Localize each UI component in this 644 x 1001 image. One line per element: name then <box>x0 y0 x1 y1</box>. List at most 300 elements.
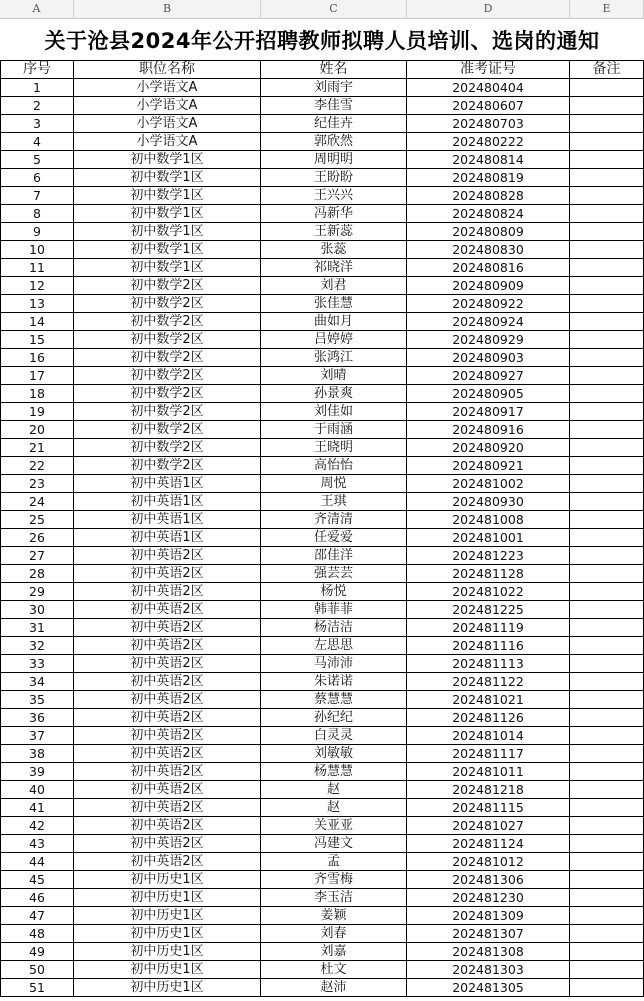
name-cell[interactable]: 杨慧慧 <box>261 763 407 781</box>
exam-id-cell[interactable]: 202481012 <box>407 853 570 871</box>
seq-cell[interactable]: 26 <box>0 529 74 547</box>
position-cell[interactable]: 初中数学2区 <box>74 367 261 385</box>
name-cell[interactable]: 王盼盼 <box>261 169 407 187</box>
name-cell[interactable]: 王晓明 <box>261 439 407 457</box>
exam-id-cell[interactable]: 202480920 <box>407 439 570 457</box>
name-cell[interactable]: 刘君 <box>261 277 407 295</box>
exam-id-cell[interactable]: 202481309 <box>407 907 570 925</box>
name-cell[interactable]: 杜文 <box>261 961 407 979</box>
exam-id-cell[interactable]: 202480924 <box>407 313 570 331</box>
table-row <box>0 907 644 925</box>
seq-cell[interactable]: 32 <box>0 637 74 655</box>
position-cell[interactable]: 初中数学2区 <box>74 457 261 475</box>
name-cell[interactable]: 王琪 <box>261 493 407 511</box>
exam-id-cell[interactable]: 202481022 <box>407 583 570 601</box>
name-cell[interactable]: 韩菲菲 <box>261 601 407 619</box>
exam-id-cell[interactable]: 202481218 <box>407 781 570 799</box>
remark-cell[interactable] <box>570 133 644 151</box>
remark-cell[interactable] <box>570 781 644 799</box>
name-cell[interactable]: 刘春 <box>261 925 407 943</box>
remark-cell[interactable] <box>570 961 644 979</box>
name-cell[interactable]: 左思思 <box>261 637 407 655</box>
exam-id-cell[interactable]: 202481119 <box>407 619 570 637</box>
position-cell[interactable]: 初中英语2区 <box>74 799 261 817</box>
remark-cell[interactable] <box>570 403 644 421</box>
exam-id-cell[interactable]: 202480916 <box>407 421 570 439</box>
position-cell[interactable]: 初中历史1区 <box>74 925 261 943</box>
remark-cell[interactable] <box>570 313 644 331</box>
name-cell[interactable]: 邵佳洋 <box>261 547 407 565</box>
exam-id-cell[interactable]: 202480828 <box>407 187 570 205</box>
name-cell[interactable]: 郭欣然 <box>261 133 407 151</box>
seq-cell[interactable]: 5 <box>0 151 74 169</box>
remark-cell[interactable] <box>570 385 644 403</box>
remark-cell[interactable] <box>570 601 644 619</box>
seq-cell[interactable]: 45 <box>0 871 74 889</box>
remark-cell[interactable] <box>570 79 644 97</box>
name-cell[interactable]: 杨洁洁 <box>261 619 407 637</box>
position-cell[interactable]: 初中英语2区 <box>74 547 261 565</box>
remark-cell[interactable] <box>570 115 644 133</box>
exam-id-cell[interactable]: 202480909 <box>407 277 570 295</box>
remark-cell[interactable] <box>570 97 644 115</box>
exam-id-cell[interactable]: 202481027 <box>407 817 570 835</box>
exam-id-cell[interactable]: 202480905 <box>407 385 570 403</box>
name-cell[interactable]: 刘敏敏 <box>261 745 407 763</box>
exam-id-cell[interactable]: 202481014 <box>407 727 570 745</box>
exam-id-cell[interactable]: 202481128 <box>407 565 570 583</box>
seq-cell[interactable]: 3 <box>0 115 74 133</box>
remark-cell[interactable] <box>570 925 644 943</box>
seq-cell[interactable]: 10 <box>0 241 74 259</box>
name-cell[interactable]: 齐雪梅 <box>261 871 407 889</box>
table-row <box>0 313 644 331</box>
remark-cell[interactable] <box>570 331 644 349</box>
remark-cell[interactable] <box>570 529 644 547</box>
seq-cell[interactable]: 36 <box>0 709 74 727</box>
column-letter-b[interactable]: B <box>74 0 261 18</box>
name-cell[interactable]: 姜颖 <box>261 907 407 925</box>
position-cell[interactable]: 初中数学2区 <box>74 421 261 439</box>
remark-cell[interactable] <box>570 565 644 583</box>
position-cell[interactable]: 初中英语2区 <box>74 637 261 655</box>
position-cell[interactable]: 初中英语2区 <box>74 601 261 619</box>
exam-id-cell[interactable]: 202480930 <box>407 493 570 511</box>
position-cell[interactable]: 初中数学2区 <box>74 385 261 403</box>
table-row <box>0 709 644 727</box>
table-row <box>0 169 644 187</box>
position-cell[interactable]: 小学语文A <box>74 97 261 115</box>
exam-id-cell[interactable]: 202481021 <box>407 691 570 709</box>
name-cell[interactable]: 张蕊 <box>261 241 407 259</box>
remark-cell[interactable] <box>570 169 644 187</box>
position-cell[interactable]: 初中数学2区 <box>74 295 261 313</box>
exam-id-cell[interactable]: 202481307 <box>407 925 570 943</box>
seq-cell[interactable]: 20 <box>0 421 74 439</box>
remark-cell[interactable] <box>570 691 644 709</box>
remark-cell[interactable] <box>570 349 644 367</box>
seq-cell[interactable]: 7 <box>0 187 74 205</box>
seq-cell[interactable]: 29 <box>0 583 74 601</box>
exam-id-cell[interactable]: 202480917 <box>407 403 570 421</box>
table-row <box>0 979 644 997</box>
name-cell[interactable]: 冯新华 <box>261 205 407 223</box>
seq-cell[interactable]: 17 <box>0 367 74 385</box>
remark-cell[interactable] <box>570 151 644 169</box>
table-row <box>0 637 644 655</box>
seq-cell[interactable]: 2 <box>0 97 74 115</box>
exam-id-cell[interactable]: 202480607 <box>407 97 570 115</box>
table-row <box>0 79 644 97</box>
seq-cell[interactable]: 24 <box>0 493 74 511</box>
name-cell[interactable]: 周明明 <box>261 151 407 169</box>
position-cell[interactable]: 初中数学1区 <box>74 187 261 205</box>
remark-cell[interactable] <box>570 889 644 907</box>
exam-id-cell[interactable]: 202481306 <box>407 871 570 889</box>
seq-cell[interactable]: 33 <box>0 655 74 673</box>
column-letter-d[interactable]: D <box>407 0 570 18</box>
remark-cell[interactable] <box>570 763 644 781</box>
position-cell[interactable]: 小学语文A <box>74 79 261 97</box>
remark-cell[interactable] <box>570 835 644 853</box>
name-cell[interactable]: 孙景爽 <box>261 385 407 403</box>
seq-cell[interactable]: 44 <box>0 853 74 871</box>
position-cell[interactable]: 初中历史1区 <box>74 871 261 889</box>
name-cell[interactable]: 曲如月 <box>261 313 407 331</box>
seq-cell[interactable]: 13 <box>0 295 74 313</box>
position-cell[interactable]: 初中数学1区 <box>74 169 261 187</box>
position-cell[interactable]: 初中历史1区 <box>74 979 261 997</box>
exam-id-cell[interactable]: 202481117 <box>407 745 570 763</box>
name-cell[interactable]: 赵 <box>261 781 407 799</box>
column-letter-e[interactable]: E <box>570 0 644 18</box>
table-row <box>0 835 644 853</box>
position-cell[interactable]: 初中英语2区 <box>74 565 261 583</box>
position-cell[interactable]: 初中英语2区 <box>74 619 261 637</box>
table-row <box>0 295 644 313</box>
table-row <box>0 277 644 295</box>
name-cell[interactable]: 王兴兴 <box>261 187 407 205</box>
position-cell[interactable]: 小学语文A <box>74 115 261 133</box>
position-cell[interactable]: 初中数学1区 <box>74 151 261 169</box>
position-cell[interactable]: 初中英语2区 <box>74 781 261 799</box>
exam-id-cell[interactable]: 202481230 <box>407 889 570 907</box>
header-cell-name[interactable]: 姓名 <box>261 61 407 79</box>
position-cell[interactable]: 初中数学1区 <box>74 205 261 223</box>
table-row <box>0 601 644 619</box>
position-cell[interactable]: 初中数学2区 <box>74 439 261 457</box>
exam-id-cell[interactable]: 202481008 <box>407 511 570 529</box>
seq-cell[interactable]: 4 <box>0 133 74 151</box>
position-cell[interactable]: 小学语文A <box>74 133 261 151</box>
table-row <box>0 457 644 475</box>
position-cell[interactable]: 初中数学2区 <box>74 313 261 331</box>
position-cell[interactable]: 初中英语1区 <box>74 529 261 547</box>
remark-cell[interactable] <box>570 457 644 475</box>
table-row <box>0 619 644 637</box>
table-row <box>0 889 644 907</box>
exam-id-cell[interactable]: 202480830 <box>407 241 570 259</box>
exam-id-cell[interactable]: 202481001 <box>407 529 570 547</box>
seq-cell[interactable]: 37 <box>0 727 74 745</box>
seq-cell[interactable]: 1 <box>0 79 74 97</box>
remark-cell[interactable] <box>570 421 644 439</box>
name-cell[interactable]: 于雨涵 <box>261 421 407 439</box>
seq-cell[interactable]: 18 <box>0 385 74 403</box>
seq-cell[interactable]: 38 <box>0 745 74 763</box>
seq-cell[interactable]: 15 <box>0 331 74 349</box>
remark-cell[interactable] <box>570 619 644 637</box>
exam-id-cell[interactable]: 202481223 <box>407 547 570 565</box>
name-cell[interactable]: 刘雨宇 <box>261 79 407 97</box>
remark-cell[interactable] <box>570 439 644 457</box>
table-row <box>0 97 644 115</box>
remark-cell[interactable] <box>570 277 644 295</box>
remark-cell[interactable] <box>570 745 644 763</box>
seq-cell[interactable]: 48 <box>0 925 74 943</box>
exam-id-cell[interactable]: 202481113 <box>407 655 570 673</box>
position-cell[interactable]: 初中英语2区 <box>74 583 261 601</box>
table-row <box>0 745 644 763</box>
name-cell[interactable]: 纪佳卉 <box>261 115 407 133</box>
name-cell[interactable]: 蔡慧慧 <box>261 691 407 709</box>
name-cell[interactable]: 强芸芸 <box>261 565 407 583</box>
name-cell[interactable]: 张佳慧 <box>261 295 407 313</box>
position-cell[interactable]: 初中英语2区 <box>74 745 261 763</box>
name-cell[interactable]: 赵沛 <box>261 979 407 997</box>
remark-cell[interactable] <box>570 871 644 889</box>
exam-id-cell[interactable]: 202481116 <box>407 637 570 655</box>
name-cell[interactable]: 任爱爱 <box>261 529 407 547</box>
position-cell[interactable]: 初中数学1区 <box>74 223 261 241</box>
seq-cell[interactable]: 22 <box>0 457 74 475</box>
position-cell[interactable]: 初中英语2区 <box>74 655 261 673</box>
column-letter-a[interactable]: A <box>0 0 74 18</box>
name-cell[interactable]: 冯建文 <box>261 835 407 853</box>
seq-cell[interactable]: 50 <box>0 961 74 979</box>
seq-cell[interactable]: 42 <box>0 817 74 835</box>
position-cell[interactable]: 初中英语2区 <box>74 763 261 781</box>
name-cell[interactable]: 刘晴 <box>261 367 407 385</box>
exam-id-cell[interactable]: 202480922 <box>407 295 570 313</box>
position-cell[interactable]: 初中英语2区 <box>74 709 261 727</box>
notice-title: 关于沧县2024年公开招聘教师拟聘人员培训、选岗的通知 <box>44 28 600 53</box>
remark-cell[interactable] <box>570 259 644 277</box>
name-cell[interactable]: 吕婷婷 <box>261 331 407 349</box>
table-row <box>0 403 644 421</box>
name-cell[interactable]: 王新蕊 <box>261 223 407 241</box>
seq-cell[interactable]: 25 <box>0 511 74 529</box>
seq-cell[interactable]: 47 <box>0 907 74 925</box>
exam-id-cell[interactable]: 202481011 <box>407 763 570 781</box>
table-row <box>0 925 644 943</box>
name-cell[interactable]: 赵 <box>261 799 407 817</box>
position-cell[interactable]: 初中数学1区 <box>74 259 261 277</box>
remark-cell[interactable] <box>570 223 644 241</box>
name-cell[interactable]: 杨悦 <box>261 583 407 601</box>
position-cell[interactable]: 初中英语1区 <box>74 475 261 493</box>
remark-cell[interactable] <box>570 727 644 745</box>
name-cell[interactable]: 张鸿江 <box>261 349 407 367</box>
seq-cell[interactable]: 34 <box>0 673 74 691</box>
table-row <box>0 349 644 367</box>
exam-id-cell[interactable]: 202481115 <box>407 799 570 817</box>
seq-cell[interactable]: 16 <box>0 349 74 367</box>
table-header-row <box>0 61 644 79</box>
table-row <box>0 673 644 691</box>
header-cell-exam-id[interactable]: 准考证号 <box>407 61 570 79</box>
seq-cell[interactable]: 39 <box>0 763 74 781</box>
exam-id-cell[interactable]: 202480903 <box>407 349 570 367</box>
position-cell[interactable]: 初中英语1区 <box>74 511 261 529</box>
table-row <box>0 565 644 583</box>
table-row <box>0 241 644 259</box>
seq-cell[interactable]: 40 <box>0 781 74 799</box>
name-cell[interactable]: 祁晓洋 <box>261 259 407 277</box>
remark-cell[interactable] <box>570 205 644 223</box>
exam-id-cell[interactable]: 202481308 <box>407 943 570 961</box>
position-cell[interactable]: 初中历史1区 <box>74 907 261 925</box>
remark-cell[interactable] <box>570 187 644 205</box>
exam-id-cell[interactable]: 202480921 <box>407 457 570 475</box>
seq-cell[interactable]: 11 <box>0 259 74 277</box>
position-cell[interactable]: 初中历史1区 <box>74 961 261 979</box>
remark-cell[interactable] <box>570 673 644 691</box>
position-cell[interactable]: 初中数学2区 <box>74 403 261 421</box>
table-row <box>0 475 644 493</box>
position-cell[interactable]: 初中英语2区 <box>74 673 261 691</box>
name-cell[interactable]: 刘嘉 <box>261 943 407 961</box>
exam-id-cell[interactable]: 202480809 <box>407 223 570 241</box>
column-letter-c[interactable]: C <box>261 0 407 18</box>
position-cell[interactable]: 初中英语2区 <box>74 817 261 835</box>
exam-id-cell[interactable]: 202481002 <box>407 475 570 493</box>
name-cell[interactable]: 刘佳如 <box>261 403 407 421</box>
remark-cell[interactable] <box>570 367 644 385</box>
remark-cell[interactable] <box>570 547 644 565</box>
remark-cell[interactable] <box>570 511 644 529</box>
exam-id-cell[interactable]: 202480929 <box>407 331 570 349</box>
position-cell[interactable]: 初中英语2区 <box>74 727 261 745</box>
remark-cell[interactable] <box>570 817 644 835</box>
position-cell[interactable]: 初中数学2区 <box>74 331 261 349</box>
exam-id-cell[interactable]: 202481305 <box>407 979 570 997</box>
remark-cell[interactable] <box>570 907 644 925</box>
seq-cell[interactable]: 30 <box>0 601 74 619</box>
name-cell[interactable]: 朱诺诺 <box>261 673 407 691</box>
exam-id-cell[interactable]: 202481303 <box>407 961 570 979</box>
position-cell[interactable]: 初中数学1区 <box>74 241 261 259</box>
seq-cell[interactable]: 14 <box>0 313 74 331</box>
position-cell[interactable]: 初中历史1区 <box>74 889 261 907</box>
name-cell[interactable]: 马沛沛 <box>261 655 407 673</box>
remark-cell[interactable] <box>570 475 644 493</box>
exam-id-cell[interactable]: 202480824 <box>407 205 570 223</box>
remark-cell[interactable] <box>570 709 644 727</box>
name-cell[interactable]: 李玉洁 <box>261 889 407 907</box>
exam-id-cell[interactable]: 202480222 <box>407 133 570 151</box>
table-row <box>0 583 644 601</box>
table-row <box>0 691 644 709</box>
notice-title-row <box>0 19 644 61</box>
name-cell[interactable]: 孙纪纪 <box>261 709 407 727</box>
exam-id-cell[interactable]: 202480814 <box>407 151 570 169</box>
table-row <box>0 421 644 439</box>
position-cell[interactable]: 初中英语2区 <box>74 853 261 871</box>
header-cell-remark[interactable]: 备注 <box>570 61 644 79</box>
header-cell-seq[interactable]: 序号 <box>0 61 74 79</box>
table-row <box>0 943 644 961</box>
seq-cell[interactable]: 8 <box>0 205 74 223</box>
seq-cell[interactable]: 41 <box>0 799 74 817</box>
exam-id-cell[interactable]: 202480819 <box>407 169 570 187</box>
remark-cell[interactable] <box>570 493 644 511</box>
remark-cell[interactable] <box>570 295 644 313</box>
table-row <box>0 259 644 277</box>
seq-cell[interactable]: 23 <box>0 475 74 493</box>
position-cell[interactable]: 初中英语2区 <box>74 691 261 709</box>
remark-cell[interactable] <box>570 799 644 817</box>
remark-cell[interactable] <box>570 655 644 673</box>
seq-cell[interactable]: 43 <box>0 835 74 853</box>
header-cell-position[interactable]: 职位名称 <box>74 61 261 79</box>
position-cell[interactable]: 初中历史1区 <box>74 943 261 961</box>
exam-id-cell[interactable]: 202481225 <box>407 601 570 619</box>
position-cell[interactable]: 初中数学2区 <box>74 349 261 367</box>
name-cell[interactable]: 周悦 <box>261 475 407 493</box>
seq-cell[interactable]: 19 <box>0 403 74 421</box>
exam-id-cell[interactable]: 202480927 <box>407 367 570 385</box>
remark-cell[interactable] <box>570 637 644 655</box>
seq-cell[interactable]: 27 <box>0 547 74 565</box>
seq-cell[interactable]: 31 <box>0 619 74 637</box>
exam-id-cell[interactable]: 202480703 <box>407 115 570 133</box>
seq-cell[interactable]: 35 <box>0 691 74 709</box>
seq-cell[interactable]: 46 <box>0 889 74 907</box>
position-cell[interactable]: 初中英语1区 <box>74 493 261 511</box>
remark-cell[interactable] <box>570 241 644 259</box>
table-row <box>0 223 644 241</box>
exam-id-cell[interactable]: 202480816 <box>407 259 570 277</box>
name-cell[interactable]: 李佳雪 <box>261 97 407 115</box>
seq-cell[interactable]: 21 <box>0 439 74 457</box>
name-cell[interactable]: 高怡怡 <box>261 457 407 475</box>
name-cell[interactable]: 关亚亚 <box>261 817 407 835</box>
name-cell[interactable]: 孟 <box>261 853 407 871</box>
seq-cell[interactable]: 6 <box>0 169 74 187</box>
position-cell[interactable]: 初中数学2区 <box>74 277 261 295</box>
table-row <box>0 817 644 835</box>
remark-cell[interactable] <box>570 853 644 871</box>
seq-cell[interactable]: 49 <box>0 943 74 961</box>
name-cell[interactable]: 齐清清 <box>261 511 407 529</box>
exam-id-cell[interactable]: 202481126 <box>407 709 570 727</box>
exam-id-cell[interactable]: 202480404 <box>407 79 570 97</box>
remark-cell[interactable] <box>570 583 644 601</box>
name-cell[interactable]: 白灵灵 <box>261 727 407 745</box>
seq-cell[interactable]: 12 <box>0 277 74 295</box>
seq-cell[interactable]: 51 <box>0 979 74 997</box>
remark-cell[interactable] <box>570 943 644 961</box>
table-row <box>0 547 644 565</box>
exam-id-cell[interactable]: 202481124 <box>407 835 570 853</box>
exam-id-cell[interactable]: 202481122 <box>407 673 570 691</box>
position-cell[interactable]: 初中英语2区 <box>74 835 261 853</box>
seq-cell[interactable]: 28 <box>0 565 74 583</box>
seq-cell[interactable]: 9 <box>0 223 74 241</box>
remark-cell[interactable] <box>570 979 644 997</box>
table-row <box>0 799 644 817</box>
